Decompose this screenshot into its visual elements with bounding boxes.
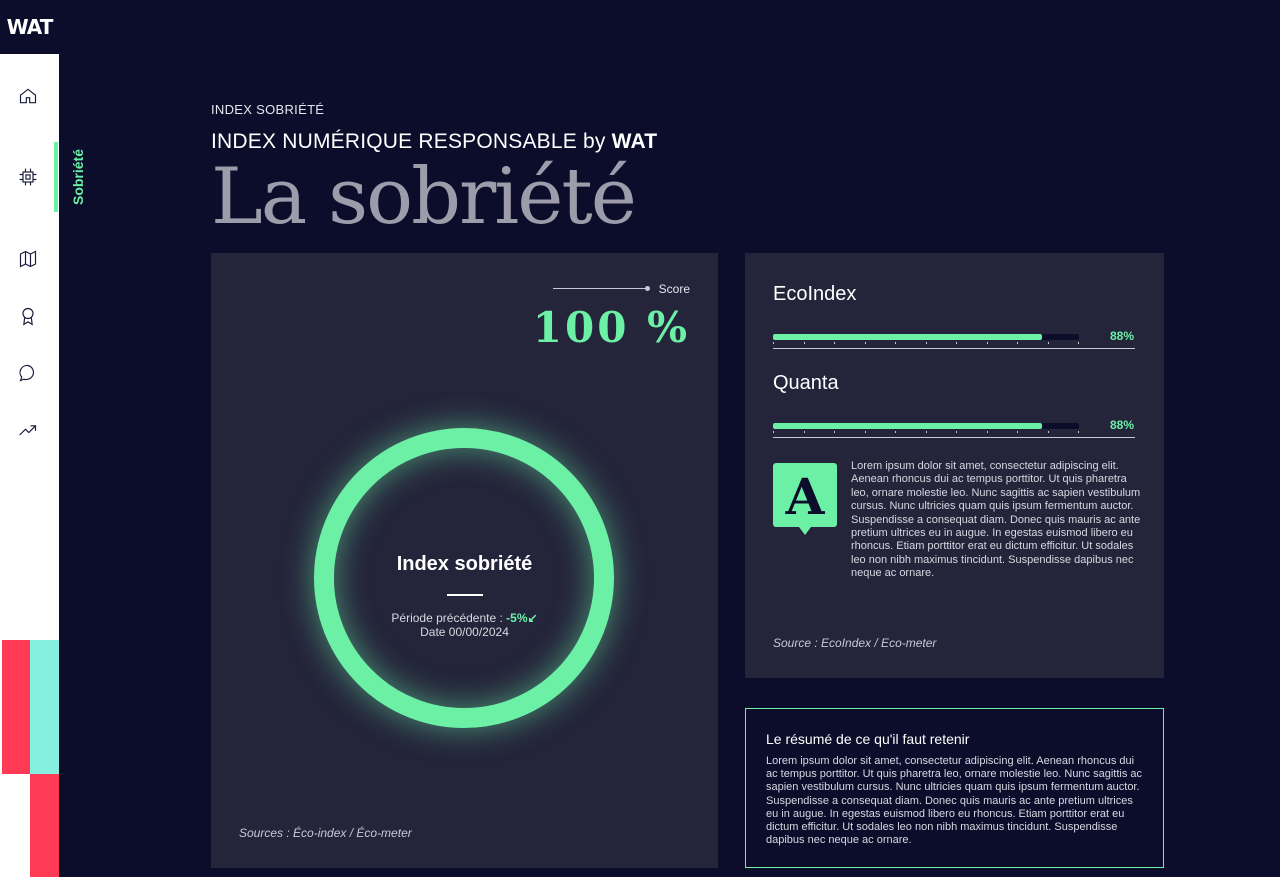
axis-tick <box>1078 342 1079 344</box>
axis-tick <box>773 431 774 433</box>
metric-percent-quanta: 88% <box>1109 418 1134 432</box>
decorative-block-red <box>2 640 30 774</box>
wat-logo[interactable]: WAT <box>0 0 59 54</box>
subtitle-brand: WAT <box>611 130 658 153</box>
score-sources: Sources : Éco-index / Éco-meter <box>239 826 412 840</box>
sidebar <box>0 0 59 877</box>
summary-title: Le résumé de ce qu'il faut retenir <box>766 731 970 747</box>
axis-tick <box>865 431 866 433</box>
map-icon[interactable] <box>17 248 39 270</box>
decorative-block-cyan <box>30 640 59 774</box>
axis-tick <box>865 342 866 344</box>
axis-tick <box>1048 431 1049 433</box>
axis-tick <box>987 342 988 344</box>
score-card <box>211 253 718 868</box>
metrics-sources: Source : EcoIndex / Eco-meter <box>773 636 937 650</box>
axis-tick <box>1017 342 1018 344</box>
home-icon[interactable] <box>17 85 39 107</box>
ring-divider <box>447 594 483 596</box>
axis-tick <box>1078 431 1079 433</box>
axis-tick <box>773 342 774 344</box>
metric-name-ecoindex: EcoIndex <box>773 283 857 305</box>
axis-tick <box>1017 431 1018 433</box>
axis-tick <box>834 342 835 344</box>
axis-tick <box>804 431 805 433</box>
axis-tick <box>956 431 957 433</box>
trend-icon[interactable] <box>17 419 39 441</box>
score-value: 100 % <box>532 303 690 352</box>
metric-bar-fill-ecoindex <box>773 334 1042 340</box>
metric-bar-fill-quanta <box>773 423 1042 429</box>
period-delta: -5%↙ <box>506 611 538 625</box>
axis-tick <box>926 342 927 344</box>
metric-bar-quanta <box>773 423 1079 429</box>
page-subtitle: INDEX NUMÉRIQUE RESPONSABLE by WAT <box>211 130 658 153</box>
axis-tick <box>1048 342 1049 344</box>
grade-badge: A <box>773 463 837 527</box>
period-label: Période précédente : <box>391 611 503 625</box>
axis-tick <box>834 431 835 433</box>
metrics-description: Lorem ipsum dolor sit amet, consectetur adipiscing elit. Aenean rhoncus dui ac tempus porttitor. Ut quis pharetra leo, ornare molestie leo. Nunc sagittis ac sapien vestibulum cursus. Nunc ultricies quam quis ipsum fermentum auctor. Suspendisse a consequat diam. Donec quis mauris ac ante pretium ultrices eu in augue. In egestas euismod libero eu rhoncus. Etiam porttitor erat eu dictum efficitur. Ut sodales leo non nibh maximus tincidunt. Suspendisse dapibus nec neque ac ornare. <box>851 460 1141 580</box>
metric-name-quanta: Quanta <box>773 372 839 394</box>
axis-tick <box>987 431 988 433</box>
metric-axis-quanta <box>773 437 1135 438</box>
metric-bar-ecoindex <box>773 334 1079 340</box>
axis-tick <box>895 342 896 344</box>
score-ring <box>314 428 614 728</box>
chip-icon[interactable] <box>17 166 39 188</box>
chat-icon[interactable] <box>17 362 39 384</box>
score-divider-line <box>553 288 649 289</box>
metric-ticks-quanta <box>773 431 1083 435</box>
metric-axis-ecoindex <box>773 348 1135 349</box>
score-label: Score <box>658 282 690 296</box>
axis-tick <box>804 342 805 344</box>
page-kicker: INDEX SOBRIÉTÉ <box>211 102 325 117</box>
decorative-block-red-bottom <box>30 774 59 877</box>
period-date: Date 00/00/2024 <box>420 625 509 639</box>
metric-percent-ecoindex: 88% <box>1109 329 1134 343</box>
award-icon[interactable] <box>17 305 39 327</box>
metrics-card <box>745 253 1164 678</box>
metric-ticks-ecoindex <box>773 342 1083 346</box>
ring-title: Index sobriété <box>396 553 533 575</box>
axis-tick <box>926 431 927 433</box>
summary-text: Lorem ipsum dolor sit amet, consectetur adipiscing elit. Aenean rhoncus dui ac tempus porttitor. Ut quis pharetra leo, ornare molestie leo. Nunc sagittis ac sapien vestibulum cursus. Nunc ultricies quam quis ipsum fermentum auctor. Suspendisse a consequat diam. Donec quis mauris ac ante pretium ultrices eu in augue. In egestas euismod libero eu rhoncus. Etiam porttitor erat eu dictum efficitur. Ut sodales leo non nibh maximus tincidunt. Suspendisse dapibus nec neque ac ornare. <box>766 755 1143 847</box>
ring-subtext <box>211 611 718 639</box>
summary-card <box>745 708 1164 868</box>
active-tab-sobriete[interactable]: Sobriété <box>70 148 87 206</box>
page-title: La sobriété <box>211 152 635 242</box>
axis-tick <box>956 342 957 344</box>
axis-tick <box>895 431 896 433</box>
